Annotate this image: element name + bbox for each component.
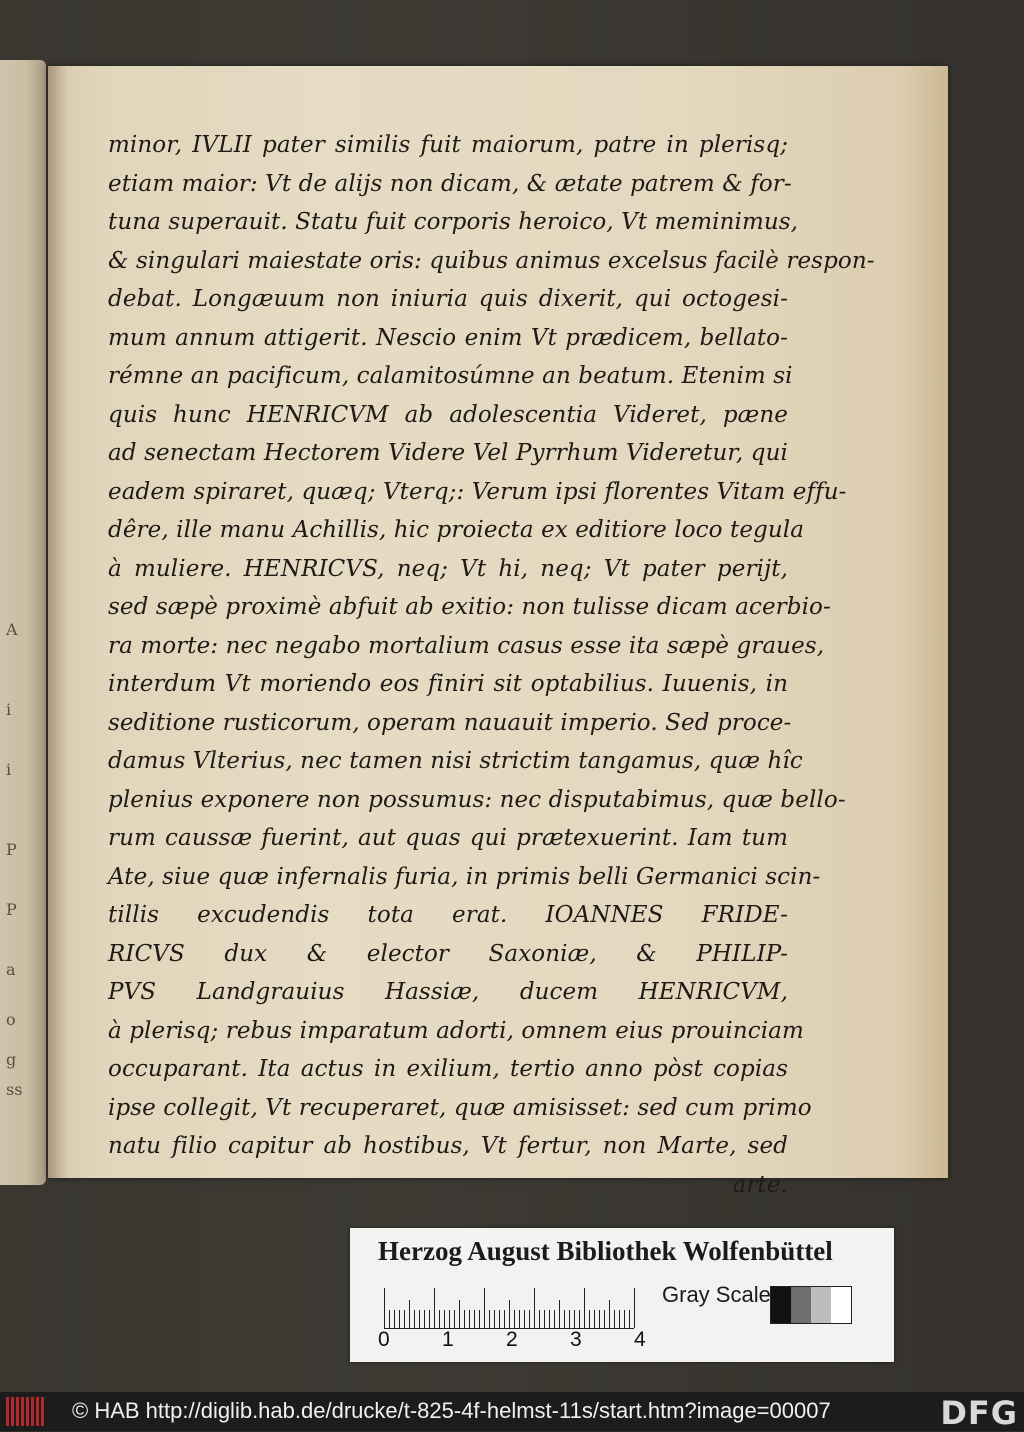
gray-scale-swatches <box>770 1286 852 1324</box>
text-line: ra morte: nec negabo mortalium casus esse ita sæpè graues, <box>108 632 825 659</box>
text-line: sed sæpè proximè abfuit ab exitio: non tulisse dicam acerbio- <box>108 594 831 620</box>
gray-swatch <box>811 1287 831 1323</box>
gray-swatch <box>831 1287 851 1323</box>
text-line: tuna superauit. Statu fuit corporis heroico, Vt meminimus, <box>108 209 799 235</box>
page-text <box>108 126 875 1204</box>
footer-url[interactable]: © HAB http://diglib.hab.de/drucke/t-825-4f-helmst-11s/start.htm?image=00007 <box>72 1398 831 1423</box>
page-gutter-shadow <box>48 66 68 1178</box>
gray-swatch <box>771 1287 791 1323</box>
ruler-number: 0 <box>378 1328 390 1351</box>
text-line: seditione rusticorum, operam nauauit imperio. Sed proce- <box>108 709 792 736</box>
previous-page-glyph: i <box>6 700 12 719</box>
previous-page-glyph: P <box>6 900 17 919</box>
text-line: etiam maior: Vt de alijs non dicam, & ætate patrem & for- <box>108 170 792 197</box>
text-line: damus Vlterius, nec tamen nisi strictim tangamus, quæ hîc <box>108 748 803 774</box>
text-line: interdum Vt moriendo eos finiri sit optabilius. Iuuenis, in <box>108 671 788 697</box>
previous-page-glyph: i <box>6 760 12 779</box>
text-line: plenius exponere non possumus: nec disputabimus, quæ bello- <box>108 786 846 813</box>
catchword: arte. <box>732 1171 788 1198</box>
text-line: à plerisq; rebus imparatum adorti, omnem eius prouinciam <box>108 1017 804 1044</box>
previous-page-glyph: A <box>6 620 18 639</box>
text-line: mum annum attigerit. Nescio enim Vt prædicem, bellato- <box>108 324 788 351</box>
scale-ruler <box>384 1288 634 1329</box>
text-line: à muliere. HENRICVS, neq; Vt hi, neq; Vt pater perijt, <box>108 555 788 582</box>
text-line: minor, IVLII pater similis fuit maiorum, patre in plerisq; <box>108 132 788 158</box>
previous-page-glyph: ss <box>6 1080 23 1099</box>
gray-scale-label: Gray Scale <box>662 1282 771 1307</box>
ruler-number: 4 <box>634 1328 646 1351</box>
text-line: rum caussæ fuerint, aut quas qui prætexuerint. Iam tum <box>108 825 788 851</box>
ruler-number: 3 <box>570 1328 582 1351</box>
text-line: quis hunc HENRICVM ab adolescentia Videret, pæne <box>108 401 788 428</box>
text-line: occuparant. Ita actus in exilium, tertio anno pòst copias <box>108 1056 788 1082</box>
ruler-number: 1 <box>442 1328 454 1351</box>
library-name: Herzog August Bibliothek Wolfenbüttel <box>378 1236 833 1266</box>
text-line: dêre, ille manu Achillis, hic proiecta ex editiore loco tegula <box>108 517 805 543</box>
previous-page-glyph: P <box>6 840 17 859</box>
ruler-number: 2 <box>506 1328 518 1351</box>
gray-swatch <box>791 1287 811 1323</box>
dfg-logo: DFG <box>940 1394 1018 1432</box>
text-line: ipse collegit, Vt recuperaret, quæ amisisset: sed cum primo <box>108 1094 812 1121</box>
text-line: natu filio capitur ab hostibus, Vt fertur, non Marte, sed <box>108 1133 788 1159</box>
library-color-card <box>350 1228 894 1362</box>
text-line: PVS Landgrauius Hassiæ, ducem HENRICVM, <box>108 979 788 1005</box>
text-line: Ate, siue quæ infernalis furia, in primis belli Germanici scin- <box>108 863 821 890</box>
text-line: RICVS dux & elector Saxoniæ, & PHILIP- <box>108 940 788 967</box>
hab-barcode-icon <box>6 1397 46 1426</box>
text-line: ad senectam Hectorem Videre Vel Pyrrhum Videretur, qui <box>108 440 788 466</box>
footer-bar <box>0 1392 1024 1431</box>
text-line: eadem spiraret, quæq; Vterq;: Verum ipsi florentes Vitam effu- <box>108 478 847 505</box>
text-line: debat. Longæuum non iniuria quis dixerit, qui octogesi- <box>108 286 788 312</box>
text-line: rémne an pacificum, calamitosúmne an beatum. Etenim si <box>108 363 793 389</box>
previous-page-glyph: a <box>6 960 16 979</box>
text-line: tillis excudendis tota erat. IOANNES FRIDE- <box>108 902 788 928</box>
previous-page-glyph: o <box>6 1010 16 1029</box>
text-line: & singulari maiestate oris: quibus animus excelsus facilè respon- <box>108 247 875 274</box>
previous-page-edge <box>0 60 46 1185</box>
previous-page-glyph: g <box>6 1050 17 1069</box>
